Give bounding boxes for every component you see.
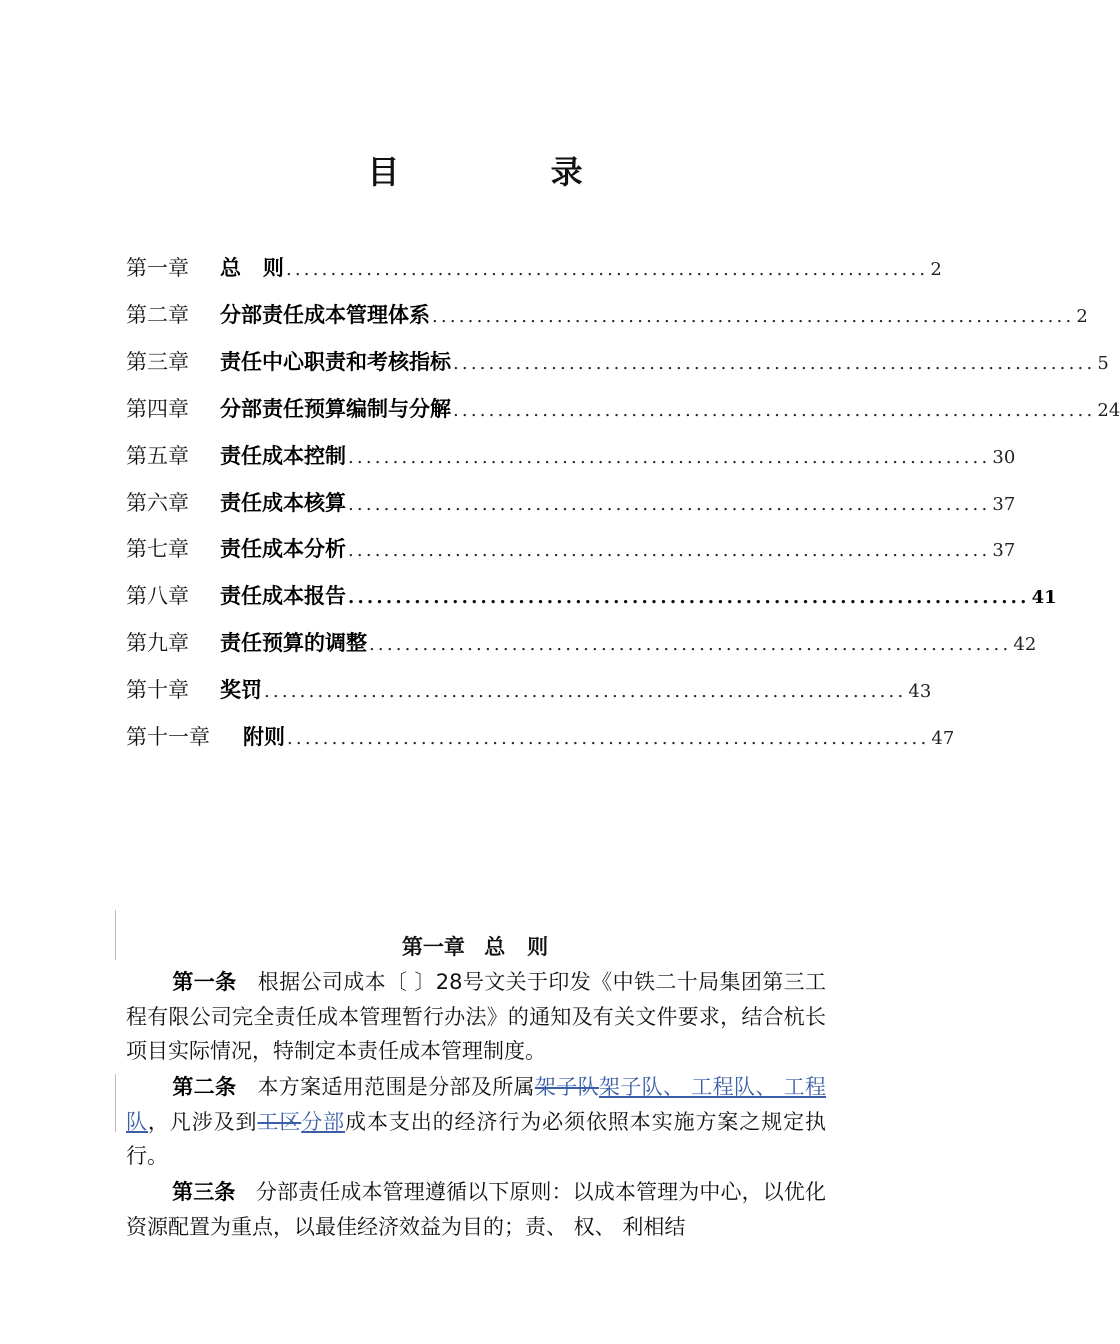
toc-entry[interactable] [126,253,942,283]
toc-page-number: 5 [1097,353,1109,374]
article-text: ，凡涉及到 [147,1109,258,1134]
toc-page-number: 42 [1013,634,1037,655]
toc-entry[interactable] [126,441,1016,471]
toc-leader-dots: ........................................................................ [264,681,907,702]
tracked-deletion: 工区 [257,1109,302,1134]
article-text: 成本支出的经济行为必须依照本实施方案之规定执行。 [126,1109,827,1169]
toc-chapter-name: 责任预算的调整 [220,631,367,655]
toc-leader-dots: ........................................................................ [432,306,1075,327]
tracked-insertion: 分部 [301,1109,346,1134]
article-label: 第二条 [172,1075,237,1099]
toc-page-number: 30 [992,447,1016,468]
toc-leader-dots: ........................................................................ [453,400,1096,421]
toc-chapter-label: 第二章 [126,303,189,327]
toc-page-number: 24 [1097,400,1120,421]
toc-chapter-label: 第六章 [126,491,189,515]
toc-leader-dots: ........................................................................ [348,494,991,515]
toc-entry[interactable] [126,534,1016,564]
toc-chapter-name: 分部责任成本管理体系 [220,303,430,327]
toc-page-number: 2 [1076,306,1088,327]
toc-entry[interactable] [126,300,1088,330]
toc-entry[interactable] [126,394,1120,424]
toc-leader-dots: ........................................................................ [287,728,930,749]
toc-chapter-label: 第十章 [126,678,189,702]
chapter-heading [0,930,950,964]
toc-entry[interactable] [126,628,1037,658]
toc-chapter-label: 第三章 [126,350,189,374]
toc-chapter-name: 总 则 [220,256,284,280]
toc-leader-dots: ........................................................................ [369,634,1012,655]
toc-page-number: 41 [1031,587,1057,608]
article-paragraph [126,965,826,1069]
toc-chapter-name: 责任中心职责和考核指标 [220,350,451,374]
article-paragraph [126,1175,826,1244]
toc-leader-dots: ........................................................................ [453,353,1096,374]
toc-chapter-name: 分部责任预算编制与分解 [220,397,451,421]
toc-entry[interactable] [126,488,1016,518]
article-text: 本方案适用范围是分部及所属 [257,1075,535,1099]
toc-chapter-label: 第十一章 [126,725,210,749]
toc-chapter-name: 责任成本核算 [220,491,346,515]
chapter-heading-name: 总 则 [484,935,549,959]
toc-chapter-label: 第七章 [126,537,189,561]
toc-page-number: 47 [931,728,955,749]
tracked-deletion: 架子队 [534,1075,599,1099]
article-label: 第三条 [172,1180,236,1204]
article-text: 根据公司成本〔 〕28号文关于印发《中铁二十局集团第三工程有限公司完全责任成本管理暂行办法》的通知及有关文件要求，结合杭长项目实际情况，特制定本责任成本管理制度。 [126,970,826,1064]
toc-chapter-name: 附则 [243,725,285,749]
toc-chapter-label: 第五章 [126,444,189,468]
toc-chapter-label: 第九章 [126,631,189,655]
toc-chapter-name: 责任成本控制 [220,444,346,468]
article-label: 第一条 [172,970,237,994]
toc-page-number: 37 [992,540,1016,561]
article-text: 分部责任成本管理遵循以下原则：以成本管理为中心，以优化资源配置为重点，以最佳经济效益为目的；责、 权、 利相结 [126,1180,826,1239]
toc-title: 目 录 [367,153,653,191]
toc-chapter-name: 责任成本报告 [220,584,346,608]
tracked-insertion: 架子队、 工程队、 工程队 [126,1075,827,1134]
toc-chapter-name: 奖罚 [220,678,262,702]
toc-entry[interactable] [126,581,1057,611]
toc-chapter-label: 第一章 [126,256,189,280]
toc-leader-dots: ........................................................................ [348,447,991,468]
toc-chapter-label: 第八章 [126,584,189,608]
toc-chapter-label: 第四章 [126,397,189,421]
chapter-heading-label: 第一章 [401,935,465,959]
toc-leader-dots: ........................................................................ [348,587,1030,608]
toc-chapter-name: 责任成本分析 [220,537,346,561]
toc-leader-dots: ........................................................................ [348,540,991,561]
toc-leader-dots: ........................................................................ [285,259,929,280]
article-paragraph [126,1070,826,1174]
toc-entry[interactable] [126,347,1109,377]
toc-entry[interactable] [126,722,955,752]
toc-entry[interactable] [126,675,932,705]
toc-page-number: 37 [992,494,1016,515]
toc-page-number: 43 [908,681,932,702]
revision-margin-bar [115,1074,116,1132]
toc-page-number: 2 [930,259,942,280]
